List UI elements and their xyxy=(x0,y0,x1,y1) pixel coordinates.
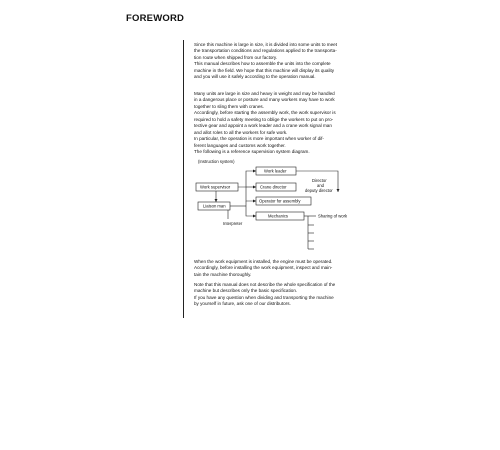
text-line: by yourself in future, ask one of our distributors. xyxy=(194,301,291,307)
text-line: the transportation conditions and regulations applied to the transporta- xyxy=(194,48,337,54)
diagram-caption: (Instruction system) xyxy=(198,159,235,164)
text-line: This manual describes how to assemble the units into the complete xyxy=(194,61,331,67)
text-line: in a dangerous place or posture and many workers may have to work xyxy=(194,97,335,103)
supervision-system-diagram xyxy=(194,163,374,255)
text-line: required to hold a safety meeting to oblige the workers to put on pro- xyxy=(194,116,334,122)
text-line: machine in the field. We hope that this machine will display its quality xyxy=(194,67,335,73)
paragraph-safety xyxy=(194,91,372,155)
paragraph-intro xyxy=(194,42,372,81)
mechanics-label: Mechanics xyxy=(268,213,289,219)
text-line: If you have any question when dividing and transporting the machine xyxy=(194,294,334,300)
text-line: machine but describes only the basic specification. xyxy=(194,288,298,294)
text-line: tain the machine thoroughly. xyxy=(194,271,252,277)
paragraph-note xyxy=(194,282,372,308)
work-leader-label: Work leader xyxy=(264,168,287,174)
paragraph-equipment xyxy=(194,259,372,278)
text-line: Since this machine is large in size, it is divided into some units to meet xyxy=(194,42,337,47)
director-label-line2: and xyxy=(317,183,324,188)
interpreter-label: Interpreter xyxy=(223,221,243,226)
text-line: and you will use it safely according to the operation manual. xyxy=(194,74,316,80)
text-line: The following is a reference supervision system diagram. xyxy=(194,148,310,154)
sharing-of-work-label: Sharing of work xyxy=(318,213,348,219)
margin-rule xyxy=(183,40,184,318)
director-label-line3: deputy director xyxy=(305,188,333,193)
text-line: Many units are large in size and heavy in weight and may be handled xyxy=(194,91,335,96)
crane-director-label: Crane director xyxy=(260,184,287,190)
liaison-man-label: Liaison man xyxy=(203,203,226,209)
director-label-line1: Director xyxy=(312,178,327,183)
work-supervisor-label: Work supervisor xyxy=(200,184,231,190)
text-line: Note that this manual does not describe the whole specification of the xyxy=(194,282,336,287)
text-line: together to sling them with cranes. xyxy=(194,103,264,109)
text-line: tective gear and appoint a work leader and a crane work signal man xyxy=(194,123,332,129)
page-title: FOREWORD xyxy=(126,13,185,24)
text-line: Accordingly, before installing the work equipment, inspect and main- xyxy=(194,265,333,271)
text-line: When the work equipment is installed, the engine must be operated. xyxy=(194,259,333,264)
text-line: and allot roles to all the workers for safe work. xyxy=(194,129,288,135)
text-line: tion route when shipped from our factory. xyxy=(194,54,278,60)
text-line: ferent languages and customs work together. xyxy=(194,142,286,148)
text-line: In particular, the operation is more important when worker of dif- xyxy=(194,136,324,142)
operator-label: Operator for assembly xyxy=(259,198,301,204)
text-line: Accordingly, before starting the assembly work, the work supervisor is xyxy=(194,110,336,116)
